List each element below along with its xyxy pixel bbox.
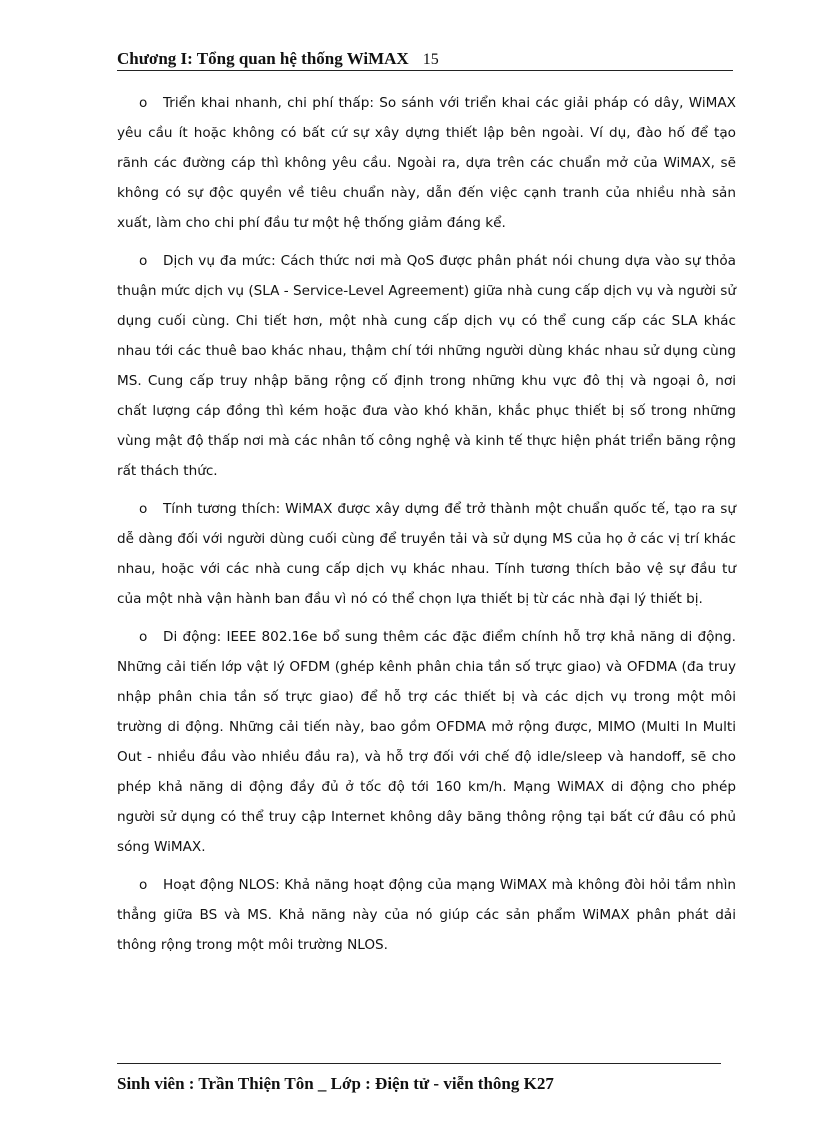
bullet-marker: o: [139, 95, 148, 111]
paragraph-text: Triển khai nhanh, chi phí thấp: So sánh với triển khai các giải pháp có dây, WiMAX yêu cầu ít hoặc không có bất cứ sự xây dựng thiết lập bên ngoài. Ví dụ, đào hố để tạo rãnh các đường cáp thì không yêu cầu. Ngoài ra, dựa trên các chuẩn mở của WiMAX, sẽ không có sự độc quyền về tiêu chuẩn này, dẫn đến việc cạnh tranh của nhiều nhà sản xuất, làm cho chi phí đầu tư một hệ thống giảm đáng kể.: [117, 95, 736, 231]
bullet-marker: o: [139, 253, 148, 269]
page-footer: Sinh viên : Trần Thiện Tôn _ Lớp : Điện tử - viễn thông K27: [117, 1074, 554, 1093]
body-content: [117, 88, 736, 968]
paragraph-service-levels: [117, 246, 736, 486]
paragraph-text: Dịch vụ đa mức: Cách thức nơi mà QoS được phân phát nói chung dựa vào sự thỏa thuận mức dịch vụ (SLA - Service-Level Agreement) giữa nhà cung cấp dịch vụ và người sử dụng cuối cùng. Chi tiết hơn, một nhà cung cấp dịch vụ có thể cung cấp các SLA khác nhau tới các thuê bao khác nhau, thậm chí tới những người dùng khác nhau sử dụng cùng MS. Cung cấp truy nhập băng rộng cố định trong những khu vực đô thị và ngoại ô, nơi chất lượng cáp đồng thì kém hoặc đưa vào khó khăn, khắc phục thiết bị số trong những vùng mật độ thấp nơi mà các nhân tố công nghệ và kinh tế thực hiện phát triển băng rộng rất thách thức.: [117, 253, 736, 479]
paragraph-interoperability: [117, 494, 736, 614]
paragraph-text: Tính tương thích: WiMAX được xây dựng để trở thành một chuẩn quốc tế, tạo ra sự dễ dàng đối với người dùng cuối cùng để truyền tải và sử dụng MS của họ ở các vị trí khác nhau, hoặc với các nhà cung cấp dịch vụ khác nhau. Tính tương thích bảo vệ sự đầu tư của một nhà vận hành ban đầu vì nó có thể chọn lựa thiết bị từ các nhà đại lý thiết bị.: [117, 501, 736, 607]
bullet-marker: o: [139, 629, 148, 645]
paragraph-nlos: [117, 870, 736, 960]
page-header: [117, 48, 733, 71]
footer-divider: [117, 1063, 721, 1064]
paragraph-text: Hoạt động NLOS: Khả năng hoạt động của mạng WiMAX mà không đòi hỏi tầm nhìn thẳng giữa BS và MS. Khả năng này của nó giúp các sản phẩm WiMAX phân phát dải thông rộng trong một môi trường NLOS.: [117, 877, 736, 953]
paragraph-text: Di động: IEEE 802.16e bổ sung thêm các đặc điểm chính hỗ trợ khả năng di động. Những cải tiến lớp vật lý OFDM (ghép kênh phân chia tần số trực giao) và OFDMA (đa truy nhập phân chia tần số trực giao) để hỗ trợ các thiết bị và các dịch vụ trong một môi trường di động. Những cải tiến này, bao gồm OFDMA mở rộng được, MIMO (Multi In Multi Out - nhiều đầu vào nhiều đầu ra), và hỗ trợ đối với chế độ idle/sleep và handoff, sẽ cho phép khả năng di động đầy đủ ở tốc độ tới 160 km/h. Mạng WiMAX di động cho phép người sử dụng có thể truy cập Internet không dây băng thông rộng tại bất cứ đâu có phủ sóng WiMAX.: [117, 629, 736, 855]
bullet-marker: o: [139, 877, 148, 893]
chapter-title: Chương I: Tổng quan hệ thống WiMAX: [117, 49, 409, 68]
paragraph-deployment: [117, 88, 736, 238]
page-number: 15: [422, 51, 439, 68]
bullet-marker: o: [139, 501, 148, 517]
paragraph-mobility: [117, 622, 736, 862]
